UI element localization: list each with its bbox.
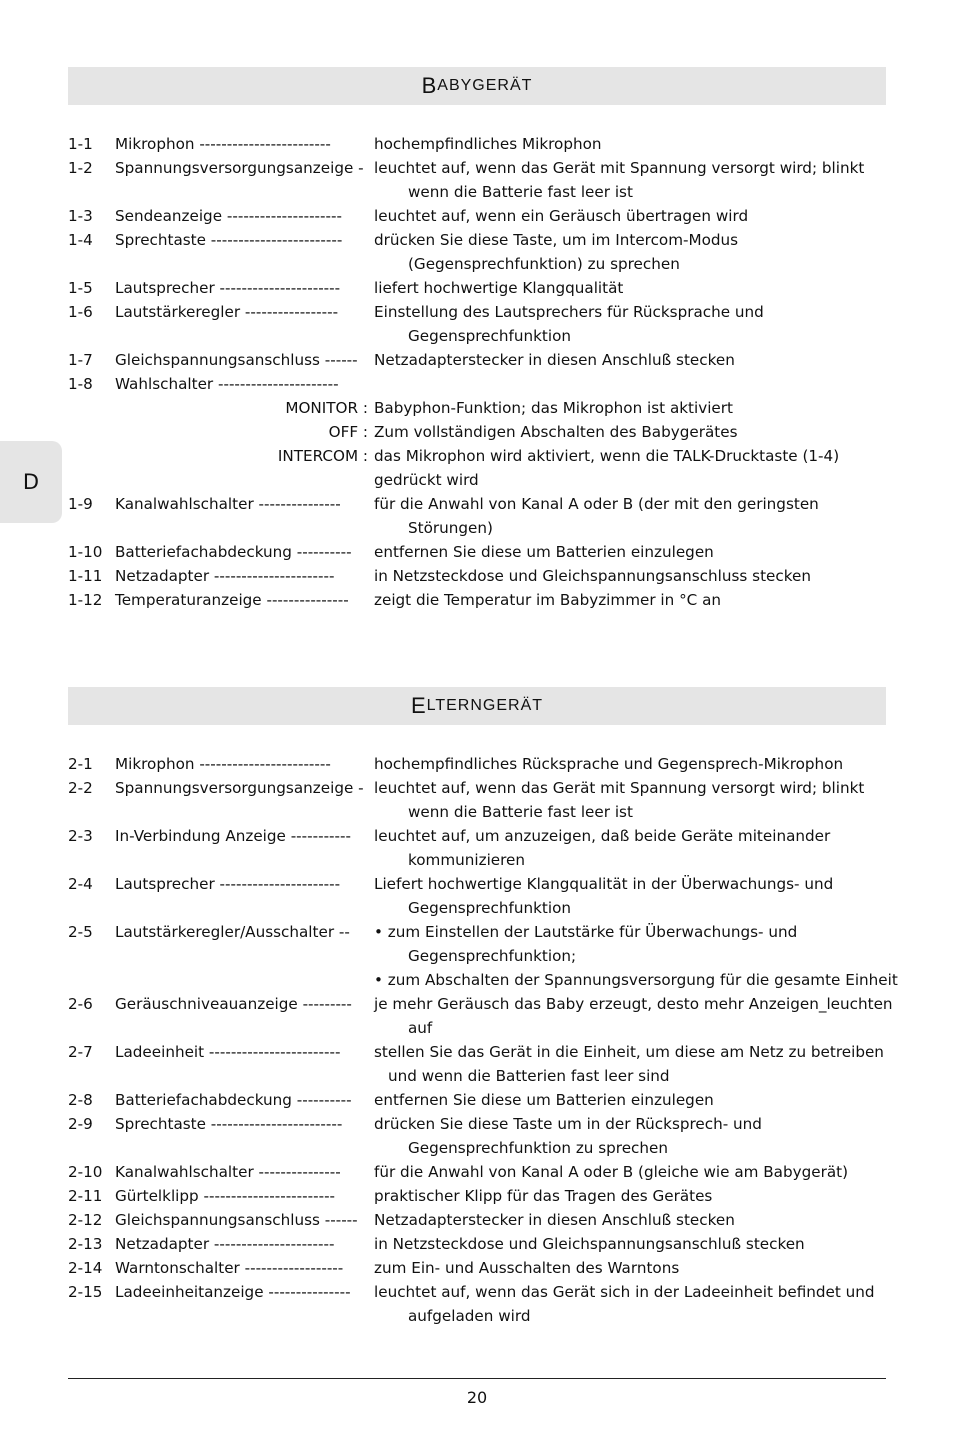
- item-label: In-Verbindung Anzeige -----------: [115, 827, 351, 845]
- description-line: in Netzsteckdose und Gleichspannungsanschluss stecken: [374, 567, 811, 585]
- item-description: [374, 156, 898, 204]
- description-line: aufgeladen wird: [408, 1307, 531, 1325]
- list-item: [68, 824, 898, 872]
- item-label: Batteriefachabdeckung ----------: [115, 543, 352, 561]
- description-line: • zum Abschalten der Spannungsversorgung für die gesamte Einheit: [374, 971, 898, 989]
- description-line: leuchtet auf, wenn das Gerät sich in der Ladeeinheit befindet und: [374, 1283, 875, 1301]
- item-description: [374, 396, 898, 420]
- item-description: [374, 228, 898, 276]
- item-label: Kanalwahlschalter ---------------: [115, 1163, 341, 1181]
- item-label: Spannungsversorgungsanzeige -: [115, 159, 364, 177]
- item-label: Wahlschalter ----------------------: [115, 375, 339, 393]
- description-line: leuchtet auf, um anzuzeigen, daß beide Geräte miteinander: [374, 827, 831, 845]
- list-item: [68, 1232, 898, 1256]
- item-description: [374, 1160, 898, 1184]
- description-line: Liefert hochwertige Klangqualität in der Überwachungs- und: [374, 875, 834, 893]
- description-line: in Netzsteckdose und Gleichspannungsanschluß stecken: [374, 1235, 805, 1253]
- switch-position-label: OFF :: [328, 423, 368, 441]
- item-label: Temperaturanzeige ---------------: [115, 591, 349, 609]
- list-item: [68, 1184, 898, 1208]
- list-item: [68, 156, 898, 204]
- item-description: [374, 1088, 898, 1112]
- item-description: [374, 540, 898, 564]
- item-description: [374, 824, 898, 872]
- item-description: [374, 1232, 898, 1256]
- item-number: 2-5: [68, 923, 93, 941]
- description-line: stellen Sie das Gerät in die Einheit, um diese am Netz zu betreiben: [374, 1043, 884, 1061]
- item-number: 2-10: [68, 1163, 103, 1181]
- list-item: [68, 1160, 898, 1184]
- item-description: [374, 444, 898, 492]
- elterngeraet-list: [68, 752, 898, 1328]
- description-line: Gegensprechfunktion: [408, 899, 571, 917]
- description-line: Netzadapterstecker in diesen Anschluß stecken: [374, 351, 735, 369]
- item-label: Batteriefachabdeckung ----------: [115, 1091, 352, 1109]
- description-line: das Mikrophon wird aktiviert, wenn die TALK-Drucktaste (1-4): [374, 447, 840, 465]
- item-number: 1-10: [68, 543, 103, 561]
- description-line: zeigt die Temperatur im Babyzimmer in °C an: [374, 591, 722, 609]
- item-number: 2-4: [68, 875, 93, 893]
- list-item: [68, 1280, 898, 1328]
- list-item: [68, 1256, 898, 1280]
- description-line: (Gegensprechfunktion) zu sprechen: [408, 255, 680, 273]
- switch-position-label: INTERCOM :: [277, 447, 368, 465]
- list-item: [68, 348, 898, 372]
- list-item: [68, 992, 898, 1040]
- list-item: [68, 492, 898, 540]
- description-line: • zum Einstellen der Lautstärke für Überwachungs- und: [374, 923, 798, 941]
- list-item: [68, 588, 898, 612]
- description-line: leuchtet auf, wenn das Gerät mit Spannung versorgt wird; blinkt: [374, 779, 865, 797]
- description-line: drücken Sie diese Taste um in der Rücksprech- und: [374, 1115, 762, 1133]
- description-line: je mehr Geräusch das Baby erzeugt, desto mehr Anzeigen_leuchten: [374, 995, 893, 1013]
- item-label: Lautstärkeregler -----------------: [115, 303, 339, 321]
- item-label: Sprechtaste ------------------------: [115, 1115, 343, 1133]
- item-description: [374, 920, 898, 992]
- list-item: [68, 276, 898, 300]
- list-item: [68, 396, 898, 420]
- item-number: 2-15: [68, 1283, 103, 1301]
- description-line: kommunizieren: [408, 851, 526, 869]
- item-number: 2-9: [68, 1115, 93, 1133]
- description-line: praktischer Klipp für das Tragen des Gerätes: [374, 1187, 713, 1205]
- section-title-initial: B: [421, 73, 438, 98]
- description-line: und wenn die Batterien fast leer sind: [388, 1067, 670, 1085]
- item-number: 1-2: [68, 159, 93, 177]
- description-line: wenn die Batterie fast leer ist: [408, 183, 633, 201]
- item-label: Sendeanzeige ---------------------: [115, 207, 342, 225]
- description-line: Babyphon-Funktion; das Mikrophon ist aktiviert: [374, 399, 733, 417]
- item-description: [374, 1184, 898, 1208]
- description-line: hochempfindliches Rücksprache und Gegensprech-Mikrophon: [374, 755, 844, 773]
- item-number: 2-14: [68, 1259, 103, 1277]
- item-description: [374, 992, 898, 1040]
- item-number: 1-12: [68, 591, 103, 609]
- description-line: Netzadapterstecker in diesen Anschluß stecken: [374, 1211, 735, 1229]
- item-number: 2-6: [68, 995, 93, 1013]
- section-header-babygeraet: [68, 67, 886, 105]
- item-number: 2-11: [68, 1187, 103, 1205]
- description-line: auf: [408, 1019, 433, 1037]
- description-line: Zum vollständigen Abschalten des Babygerätes: [374, 423, 738, 441]
- description-line: drücken Sie diese Taste, um im Intercom-Modus: [374, 231, 739, 249]
- item-description: [374, 1280, 898, 1328]
- description-line: liefert hochwertige Klangqualität: [374, 279, 624, 297]
- description-line: Einstellung des Lautsprechers für Rücksprache und: [374, 303, 764, 321]
- list-item: [68, 564, 898, 588]
- item-number: 2-8: [68, 1091, 93, 1109]
- item-number: 1-3: [68, 207, 93, 225]
- item-number: 2-13: [68, 1235, 103, 1253]
- description-line: leuchtet auf, wenn ein Geräusch übertragen wird: [374, 207, 749, 225]
- item-label: Mikrophon ------------------------: [115, 135, 331, 153]
- description-line: Gegensprechfunktion: [408, 327, 571, 345]
- list-item: [68, 872, 898, 920]
- description-line: Gegensprechfunktion zu sprechen: [408, 1139, 668, 1157]
- item-label: Geräuschniveauanzeige ---------: [115, 995, 352, 1013]
- item-label: Gürtelklipp ------------------------: [115, 1187, 336, 1205]
- item-description: [374, 872, 898, 920]
- item-label: Lautsprecher ----------------------: [115, 279, 341, 297]
- description-line: wenn die Batterie fast leer ist: [408, 803, 633, 821]
- section-title-rest: ABYGERÄT: [437, 77, 533, 94]
- item-description: [374, 420, 898, 444]
- list-item: [68, 1208, 898, 1232]
- item-label: Netzadapter ----------------------: [115, 1235, 335, 1253]
- item-description: [374, 204, 898, 228]
- description-line: Störungen): [408, 519, 493, 537]
- section-header-elterngeraet: [68, 687, 886, 725]
- description-line: entfernen Sie diese um Batterien einzulegen: [374, 1091, 714, 1109]
- description-line: für die Anwahl von Kanal A oder B (gleiche wie am Babygerät): [374, 1163, 849, 1181]
- item-description: [374, 300, 898, 348]
- item-label: Ladeeinheitanzeige ---------------: [115, 1283, 351, 1301]
- item-description: [374, 1112, 898, 1160]
- item-description: [374, 588, 898, 612]
- list-item: [68, 132, 898, 156]
- item-number: 1-4: [68, 231, 93, 249]
- list-item: [68, 776, 898, 824]
- item-description: [374, 1208, 898, 1232]
- item-number: 1-9: [68, 495, 93, 513]
- language-tab-label: D: [22, 470, 40, 494]
- language-tab: [0, 441, 62, 523]
- item-label: Warntonschalter ------------------: [115, 1259, 344, 1277]
- item-number: 2-1: [68, 755, 93, 773]
- item-number: 1-8: [68, 375, 93, 393]
- item-description: [374, 492, 898, 540]
- item-description: [374, 348, 898, 372]
- item-label: Sprechtaste ------------------------: [115, 231, 343, 249]
- list-item: [68, 1112, 898, 1160]
- item-number: 1-6: [68, 303, 93, 321]
- list-item: [68, 540, 898, 564]
- item-description: [374, 1256, 898, 1280]
- description-line: hochempfindliches Mikrophon: [374, 135, 602, 153]
- item-label: Ladeeinheit ------------------------: [115, 1043, 341, 1061]
- item-number: 2-3: [68, 827, 93, 845]
- list-item: [68, 372, 898, 396]
- section-title-rest: LTERNGERÄT: [426, 697, 544, 714]
- page-number: 20: [466, 1388, 488, 1407]
- section-title-initial: E: [410, 693, 427, 718]
- item-description: [374, 372, 898, 396]
- item-description: [374, 752, 898, 776]
- list-item: [68, 444, 898, 492]
- description-line: zum Ein- und Ausschalten des Warntons: [374, 1259, 680, 1277]
- item-label: Gleichspannungsanschluss ------: [115, 1211, 358, 1229]
- item-description: [374, 1040, 898, 1088]
- item-number: 1-7: [68, 351, 93, 369]
- item-label: Netzadapter ----------------------: [115, 567, 335, 585]
- footer-rule: [68, 1378, 886, 1379]
- item-number: 2-7: [68, 1043, 93, 1061]
- item-number: 1-11: [68, 567, 103, 585]
- item-label: Gleichspannungsanschluss ------: [115, 351, 358, 369]
- item-description: [374, 564, 898, 588]
- list-item: [68, 752, 898, 776]
- item-description: [374, 776, 898, 824]
- description-line: für die Anwahl von Kanal A oder B (der mit den geringsten: [374, 495, 819, 513]
- babygeraet-list: [68, 132, 898, 612]
- item-description: [374, 132, 898, 156]
- item-label: Kanalwahlschalter ---------------: [115, 495, 341, 513]
- item-label: Mikrophon ------------------------: [115, 755, 331, 773]
- description-line: entfernen Sie diese um Batterien einzulegen: [374, 543, 714, 561]
- item-number: 2-2: [68, 779, 93, 797]
- description-line: leuchtet auf, wenn das Gerät mit Spannung versorgt wird; blinkt: [374, 159, 865, 177]
- switch-position-label: MONITOR :: [285, 399, 368, 417]
- item-number: 1-1: [68, 135, 93, 153]
- description-line: Gegensprechfunktion;: [408, 947, 577, 965]
- list-item: [68, 420, 898, 444]
- item-description: [374, 276, 898, 300]
- description-line: gedrückt wird: [374, 471, 479, 489]
- item-number: 2-12: [68, 1211, 103, 1229]
- list-item: [68, 204, 898, 228]
- item-number: 1-5: [68, 279, 93, 297]
- list-item: [68, 920, 898, 992]
- list-item: [68, 1088, 898, 1112]
- list-item: [68, 300, 898, 348]
- item-label: Spannungsversorgungsanzeige -: [115, 779, 364, 797]
- item-label: Lautsprecher ----------------------: [115, 875, 341, 893]
- list-item: [68, 228, 898, 276]
- list-item: [68, 1040, 898, 1088]
- item-label: Lautstärkeregler/Ausschalter --: [115, 923, 350, 941]
